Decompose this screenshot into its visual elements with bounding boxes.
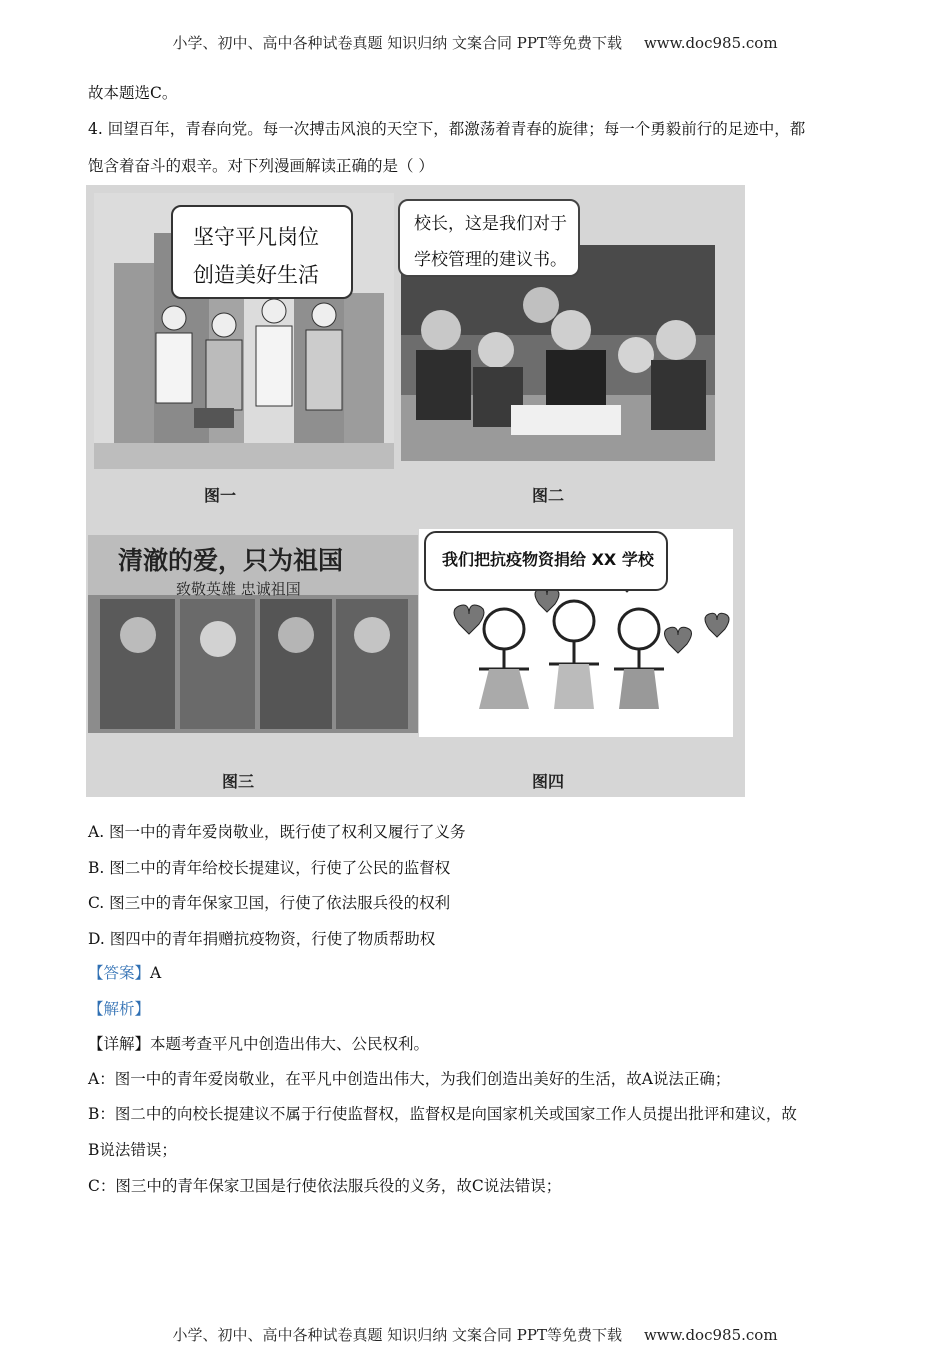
header-text: 小学、初中、高中各种试卷真题 知识归纳 文案合同 PPT等免费下载 — [172, 34, 622, 52]
analysis-c: C：图三中的青年保家卫国是行使依法服兵役的义务，故C说法错误； — [88, 1177, 562, 1195]
panel-1-caption: 图一 — [204, 486, 237, 505]
panel-4-caption: 图四 — [532, 772, 565, 791]
analysis-label: 【解析】 — [88, 1000, 151, 1018]
panel-1-bubble-line-2: 创造美好生活 — [193, 263, 319, 287]
analysis-b-line-1: B：图二中的向校长提建议不属于行使监督权，监督权是向国家机关或国家工作人员提出批评和建议，故 — [88, 1105, 797, 1123]
panel-4-speech-bubble — [424, 531, 668, 591]
panel-1-bubble-line-1: 坚守平凡岗位 — [193, 225, 319, 249]
panel-2-bubble-line-2: 学校管理的建议书。 — [414, 250, 567, 270]
analysis-b-line-2: B说法错误； — [88, 1141, 177, 1159]
panel-3-caption: 图三 — [222, 772, 255, 791]
option-c: C. 图三中的青年保家卫国，行使了依法服兵役的权利 — [88, 894, 451, 912]
panel-3-subtitle: 致敬英雄 忠诚祖国 — [176, 580, 301, 598]
panel-3-banner: 清澈的爱，只为祖国 — [118, 546, 344, 575]
detail-text: 本题考查平凡中创造出伟大、公民权利。 — [150, 1035, 430, 1053]
answer-label: 【答案】 — [88, 964, 151, 982]
answer-value: A — [150, 964, 162, 982]
panel-2-speech-bubble — [398, 199, 580, 277]
panel-4-bubble-text: 我们把抗疫物资捐给 XX 学校 — [442, 550, 654, 569]
header-url[interactable]: www.doc985.com — [643, 34, 778, 52]
question-line-1: 4. 回望百年，青春向党。每一次搏击风浪的天空下，都激荡着青春的旋律；每一个勇毅前行的足迹中，都 — [88, 120, 806, 138]
panel-2-photo — [401, 245, 715, 461]
answer-line — [88, 961, 161, 983]
comic-figure — [86, 185, 745, 797]
analysis-a: A：图一中的青年爱岗敬业，在平凡中创造出伟大，为我们创造出美好的生活，故A说法正确； — [88, 1070, 731, 1088]
footer-text: 小学、初中、高中各种试卷真题 知识归纳 文案合同 PPT等免费下载 — [172, 1326, 622, 1344]
option-d: D. 图四中的青年捐赠抗疫物资，行使了物质帮助权 — [88, 930, 436, 948]
panel-2-caption: 图二 — [532, 486, 565, 505]
previous-answer-tail: 故本题选C。 — [88, 84, 178, 102]
option-b: B. 图二中的青年给校长提建议，行使了公民的监督权 — [88, 859, 451, 877]
footer-url[interactable]: www.doc985.com — [643, 1326, 778, 1344]
panel-2-bubble-line-1: 校长，这是我们对于 — [414, 214, 567, 234]
detail-label: 【详解】 — [88, 1035, 151, 1053]
detail-line — [88, 1032, 429, 1054]
option-a: A. 图一中的青年爱岗敬业，既行使了权利又履行了义务 — [88, 823, 466, 841]
panel-1-speech-bubble — [171, 205, 353, 299]
page-header — [0, 32, 950, 53]
page-footer — [0, 1324, 950, 1345]
question-line-2: 饱含着奋斗的艰辛。对下列漫画解读正确的是（ ） — [88, 157, 434, 175]
